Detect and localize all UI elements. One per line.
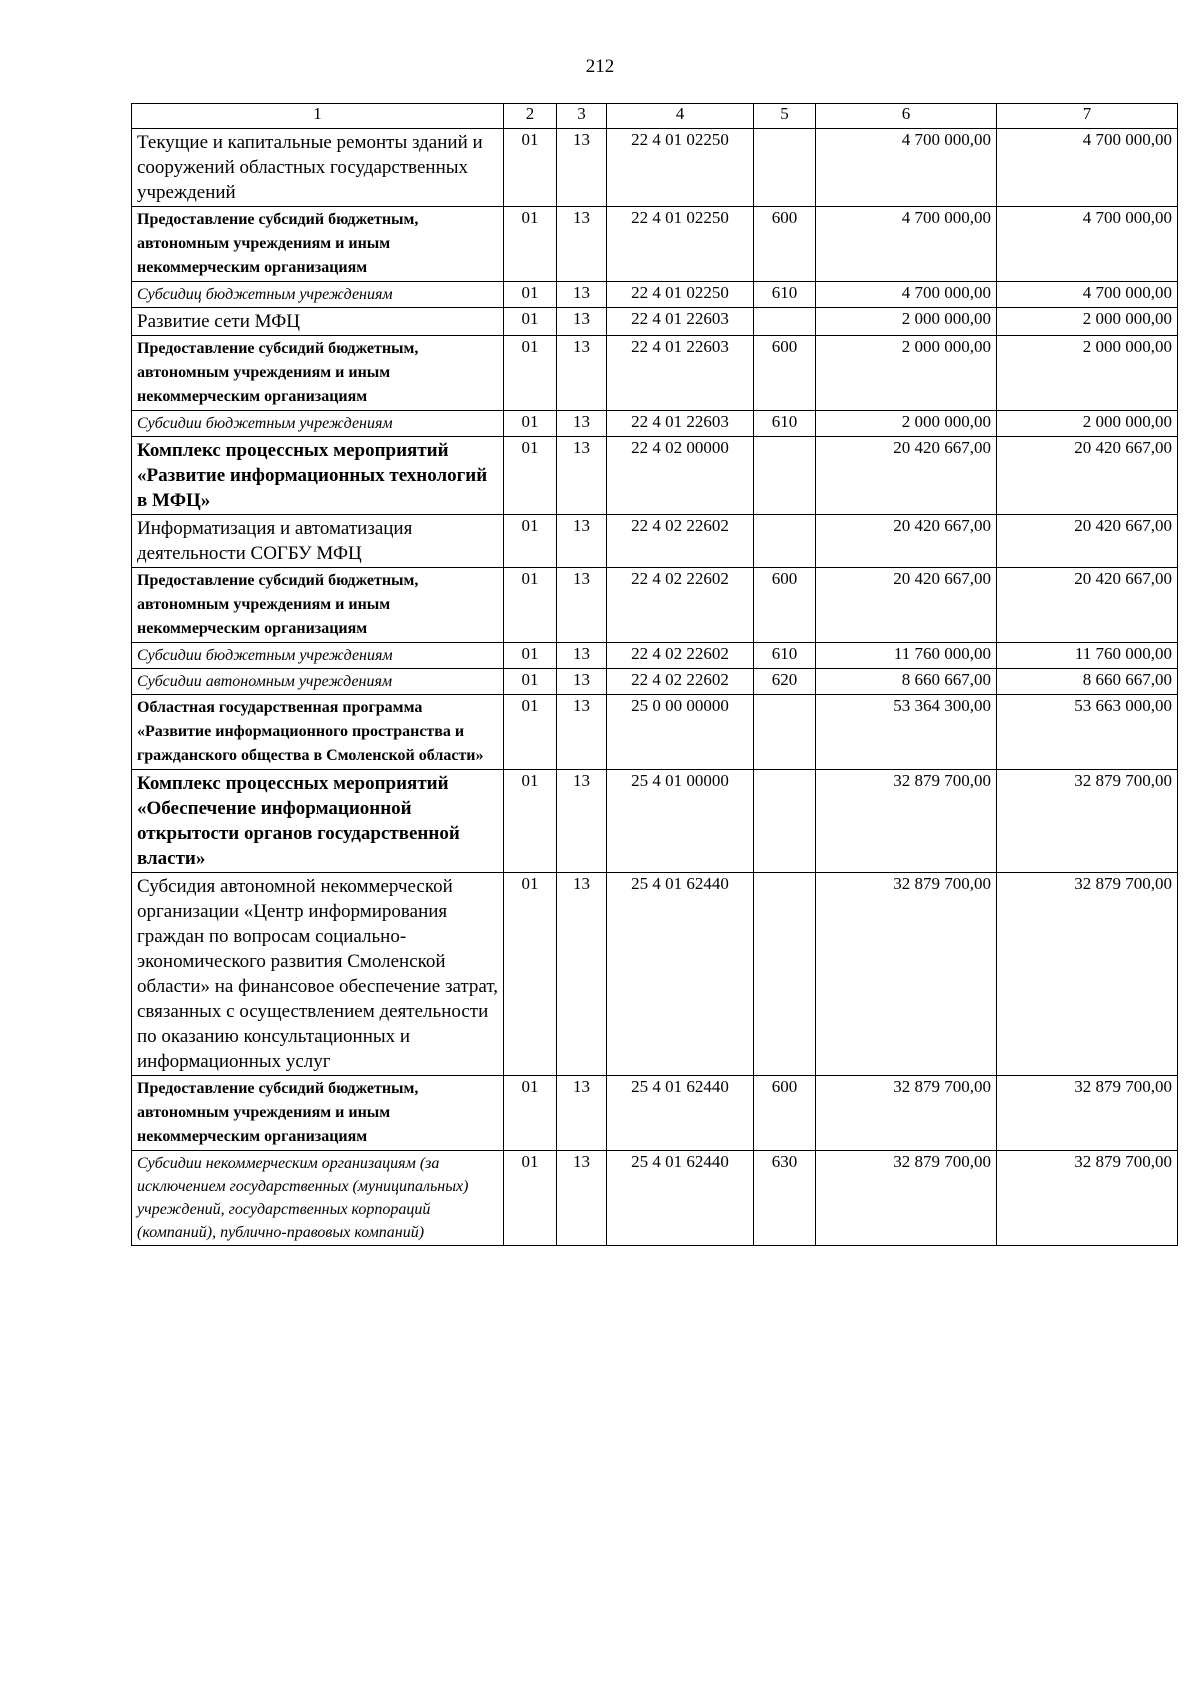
amount-year1-cell: 32 879 700,00 xyxy=(816,873,997,1076)
target-article-cell: 22 4 02 22602 xyxy=(607,515,754,568)
table-row xyxy=(132,129,1178,207)
item-name-cell: Развитие сети МФЦ xyxy=(132,308,504,336)
expense-type-cell xyxy=(754,695,816,770)
subsection-code-cell: 13 xyxy=(557,1151,607,1246)
amount-year2-cell: 4 700 000,00 xyxy=(997,282,1178,308)
column-header: 4 xyxy=(607,104,754,129)
target-article-cell: 25 0 00 00000 xyxy=(607,695,754,770)
item-name-cell: Субсидии автономным учреждениям xyxy=(132,669,504,695)
target-article-cell: 22 4 01 22603 xyxy=(607,308,754,336)
expense-type-cell: 600 xyxy=(754,207,816,282)
section-code-cell: 01 xyxy=(504,643,557,669)
item-name-cell: Субсидиц бюджетным учреждениям xyxy=(132,282,504,308)
expense-type-cell xyxy=(754,873,816,1076)
target-article-cell: 25 4 01 62440 xyxy=(607,873,754,1076)
subsection-code-cell: 13 xyxy=(557,308,607,336)
expense-type-cell xyxy=(754,129,816,207)
table-row xyxy=(132,643,1178,669)
amount-year1-cell: 4 700 000,00 xyxy=(816,282,997,308)
subsection-code-cell: 13 xyxy=(557,282,607,308)
item-name-cell: Комплекс процессных мероприятий «Обеспечение информационной открытости органов государственной власти» xyxy=(132,770,504,873)
expense-type-cell: 600 xyxy=(754,568,816,643)
section-code-cell: 01 xyxy=(504,515,557,568)
section-code-cell: 01 xyxy=(504,282,557,308)
target-article-cell: 22 4 02 22602 xyxy=(607,669,754,695)
subsection-code-cell: 13 xyxy=(557,515,607,568)
amount-year2-cell: 20 420 667,00 xyxy=(997,437,1178,515)
table-row xyxy=(132,669,1178,695)
column-header: 3 xyxy=(557,104,607,129)
section-code-cell: 01 xyxy=(504,411,557,437)
subsection-code-cell: 13 xyxy=(557,129,607,207)
amount-year2-cell: 32 879 700,00 xyxy=(997,873,1178,1076)
table-row xyxy=(132,282,1178,308)
target-article-cell: 22 4 02 22602 xyxy=(607,643,754,669)
amount-year1-cell: 2 000 000,00 xyxy=(816,336,997,411)
target-article-cell: 22 4 02 00000 xyxy=(607,437,754,515)
section-code-cell: 01 xyxy=(504,568,557,643)
item-name-cell: Информатизация и автоматизация деятельности СОГБУ МФЦ xyxy=(132,515,504,568)
column-header: 2 xyxy=(504,104,557,129)
section-code-cell: 01 xyxy=(504,437,557,515)
table-row xyxy=(132,207,1178,282)
section-code-cell: 01 xyxy=(504,129,557,207)
target-article-cell: 25 4 01 62440 xyxy=(607,1151,754,1246)
item-name-cell: Субсидии некоммерческим организациям (за исключением государственных (муниципальных) учреждений, государственных корпораций (компаний), публично-правовых компаний) xyxy=(132,1151,504,1246)
subsection-code-cell: 13 xyxy=(557,643,607,669)
section-code-cell: 01 xyxy=(504,1076,557,1151)
amount-year2-cell: 20 420 667,00 xyxy=(997,515,1178,568)
table-row xyxy=(132,515,1178,568)
subsection-code-cell: 13 xyxy=(557,411,607,437)
table-row xyxy=(132,336,1178,411)
section-code-cell: 01 xyxy=(504,669,557,695)
target-article-cell: 22 4 02 22602 xyxy=(607,568,754,643)
subsection-code-cell: 13 xyxy=(557,568,607,643)
amount-year1-cell: 20 420 667,00 xyxy=(816,515,997,568)
expense-type-cell xyxy=(754,770,816,873)
section-code-cell: 01 xyxy=(504,770,557,873)
table-row xyxy=(132,695,1178,770)
target-article-cell: 22 4 01 02250 xyxy=(607,282,754,308)
amount-year1-cell: 20 420 667,00 xyxy=(816,437,997,515)
section-code-cell: 01 xyxy=(504,336,557,411)
budget-table xyxy=(131,103,1178,1246)
table-row xyxy=(132,1076,1178,1151)
amount-year1-cell: 11 760 000,00 xyxy=(816,643,997,669)
item-name-cell: Предоставление субсидий бюджетным, автономным учреждениям и иным некоммерческим организациям xyxy=(132,1076,504,1151)
item-name-cell: Комплекс процессных мероприятий «Развитие информационных технологий в МФЦ» xyxy=(132,437,504,515)
column-header: 1 xyxy=(132,104,504,129)
subsection-code-cell: 13 xyxy=(557,873,607,1076)
table-row xyxy=(132,437,1178,515)
table-row xyxy=(132,411,1178,437)
amount-year1-cell: 53 364 300,00 xyxy=(816,695,997,770)
amount-year1-cell: 4 700 000,00 xyxy=(816,129,997,207)
amount-year2-cell: 11 760 000,00 xyxy=(997,643,1178,669)
item-name-cell: Субсидия автономной некоммерческой организации «Центр информирования граждан по вопросам социально-экономического развития Смоленской области» на финансовое обеспечение затрат, связанных с осуществлением деятельности по оказанию консультационных и информационных услуг xyxy=(132,873,504,1076)
amount-year2-cell: 32 879 700,00 xyxy=(997,770,1178,873)
item-name-cell: Субсидии бюджетным учреждениям xyxy=(132,643,504,669)
amount-year2-cell: 2 000 000,00 xyxy=(997,336,1178,411)
section-code-cell: 01 xyxy=(504,308,557,336)
amount-year2-cell: 2 000 000,00 xyxy=(997,308,1178,336)
expense-type-cell xyxy=(754,308,816,336)
expense-type-cell: 610 xyxy=(754,643,816,669)
item-name-cell: Предоставление субсидий бюджетным, автономным учреждениям и иным некоммерческим организациям xyxy=(132,207,504,282)
target-article-cell: 22 4 01 22603 xyxy=(607,411,754,437)
target-article-cell: 25 4 01 00000 xyxy=(607,770,754,873)
table-header-row xyxy=(132,104,1178,129)
amount-year2-cell: 2 000 000,00 xyxy=(997,411,1178,437)
amount-year2-cell: 4 700 000,00 xyxy=(997,207,1178,282)
subsection-code-cell: 13 xyxy=(557,437,607,515)
target-article-cell: 22 4 01 22603 xyxy=(607,336,754,411)
subsection-code-cell: 13 xyxy=(557,336,607,411)
subsection-code-cell: 13 xyxy=(557,1076,607,1151)
item-name-cell: Предоставление субсидий бюджетным, автономным учреждениям и иным некоммерческим организациям xyxy=(132,336,504,411)
target-article-cell: 22 4 01 02250 xyxy=(607,129,754,207)
table-row xyxy=(132,1151,1178,1246)
expense-type-cell: 600 xyxy=(754,1076,816,1151)
subsection-code-cell: 13 xyxy=(557,695,607,770)
item-name-cell: Текущие и капитальные ремонты зданий и сооружений областных государственных учреждений xyxy=(132,129,504,207)
amount-year1-cell: 32 879 700,00 xyxy=(816,770,997,873)
amount-year1-cell: 2 000 000,00 xyxy=(816,411,997,437)
amount-year1-cell: 32 879 700,00 xyxy=(816,1076,997,1151)
amount-year1-cell: 32 879 700,00 xyxy=(816,1151,997,1246)
expense-type-cell xyxy=(754,515,816,568)
item-name-cell: Предоставление субсидий бюджетным, автономным учреждениям и иным некоммерческим организациям xyxy=(132,568,504,643)
amount-year2-cell: 20 420 667,00 xyxy=(997,568,1178,643)
amount-year2-cell: 32 879 700,00 xyxy=(997,1076,1178,1151)
subsection-code-cell: 13 xyxy=(557,770,607,873)
column-header: 6 xyxy=(816,104,997,129)
amount-year1-cell: 20 420 667,00 xyxy=(816,568,997,643)
subsection-code-cell: 13 xyxy=(557,207,607,282)
section-code-cell: 01 xyxy=(504,1151,557,1246)
column-header: 7 xyxy=(997,104,1178,129)
amount-year2-cell: 32 879 700,00 xyxy=(997,1151,1178,1246)
target-article-cell: 25 4 01 62440 xyxy=(607,1076,754,1151)
table-row xyxy=(132,568,1178,643)
table-row xyxy=(132,873,1178,1076)
expense-type-cell: 600 xyxy=(754,336,816,411)
target-article-cell: 22 4 01 02250 xyxy=(607,207,754,282)
column-header: 5 xyxy=(754,104,816,129)
expense-type-cell: 630 xyxy=(754,1151,816,1246)
amount-year1-cell: 4 700 000,00 xyxy=(816,207,997,282)
section-code-cell: 01 xyxy=(504,207,557,282)
amount-year1-cell: 8 660 667,00 xyxy=(816,669,997,695)
amount-year2-cell: 4 700 000,00 xyxy=(997,129,1178,207)
table-row xyxy=(132,770,1178,873)
amount-year2-cell: 8 660 667,00 xyxy=(997,669,1178,695)
section-code-cell: 01 xyxy=(504,695,557,770)
table-row xyxy=(132,308,1178,336)
page-number: 212 xyxy=(585,56,615,77)
amount-year1-cell: 2 000 000,00 xyxy=(816,308,997,336)
expense-type-cell: 610 xyxy=(754,411,816,437)
item-name-cell: Областная государственная программа «Развитие информационного пространства и гражданского общества в Смоленской области» xyxy=(132,695,504,770)
item-name-cell: Субсидии бюджетным учреждениям xyxy=(132,411,504,437)
expense-type-cell xyxy=(754,437,816,515)
expense-type-cell: 610 xyxy=(754,282,816,308)
section-code-cell: 01 xyxy=(504,873,557,1076)
expense-type-cell: 620 xyxy=(754,669,816,695)
amount-year2-cell: 53 663 000,00 xyxy=(997,695,1178,770)
subsection-code-cell: 13 xyxy=(557,669,607,695)
